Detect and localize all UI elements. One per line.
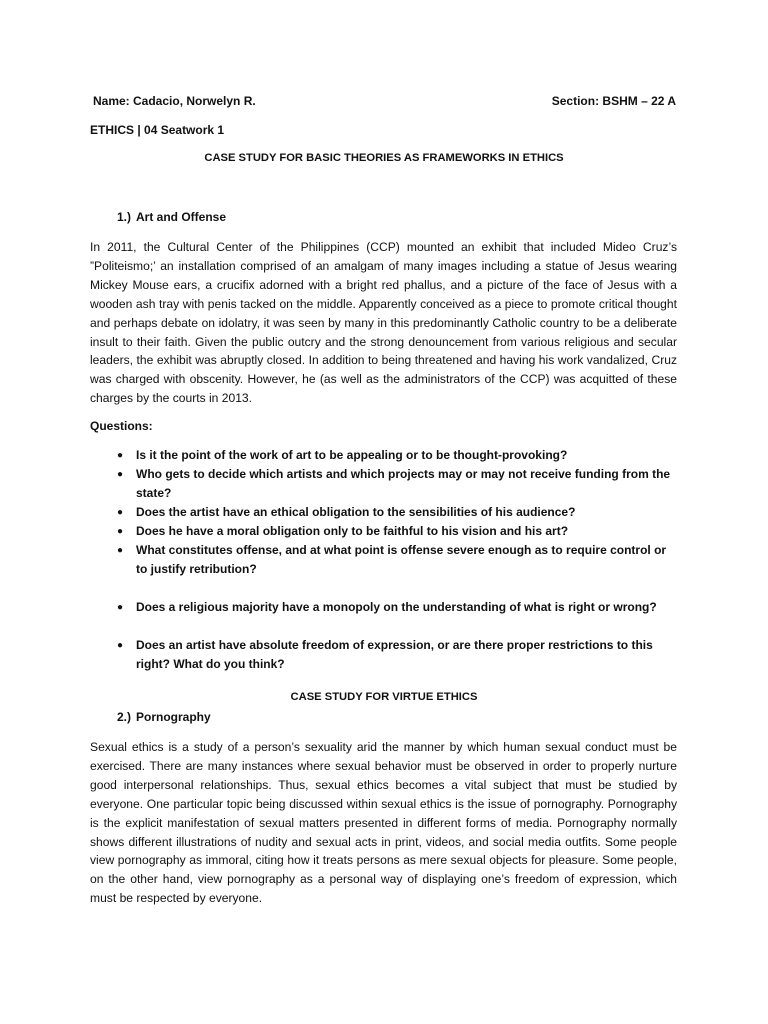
case-1-heading-text: Art and Offense	[136, 210, 227, 224]
question-text: Does he have a moral obligation only to be faithful to his vision and his art?	[136, 524, 569, 538]
bullet-icon: ●	[117, 450, 124, 461]
student-name: Name: Cadacio, Norwelyn R.	[93, 94, 256, 108]
questions-label: Questions:	[90, 419, 153, 433]
course-label: ETHICS | 04 Seatwork 1	[90, 123, 225, 137]
case-2-paragraph: Sexual ethics is a study of a person’s sexuality arid the manner by which human sexual conduct must be exercised. There are many instances where sexual behavior must be observed in order to properly nurture good interpersonal relationships. Thus, sexual ethics becomes a vital subject that must be studied by everyone. One particular topic being discussed within sexual ethics is the issue of pornography. Pornography is the explicit manifestation of sexual matters presented in different forms of media. Pornography normally shows different illustrations of nudity and sexual acts in print, videos, and social media outfits. Some people view pornography as immoral, citing how it treats persons as mere sexual objects for pleasure. Some people, on the other hand, view pornography as a personal way of displaying one’s freedom of expression, which must be respected by everyone.	[90, 740, 677, 906]
question-text: Does an artist have absolute freedom of expression, or are there proper restrictions to this right? What do you think?	[136, 638, 653, 671]
header-row	[93, 94, 676, 108]
case-2-heading-text: Pornography	[136, 710, 211, 724]
case-study-2-title: CASE STUDY FOR VIRTUE ETHICS	[290, 691, 478, 703]
bullet-icon: ●	[117, 602, 124, 613]
case-2-number: 2.)	[117, 710, 132, 724]
question-text: Does a religious majority have a monopoly on the understanding of what is right or wrong?	[136, 600, 657, 614]
case-1-paragraph: In 2011, the Cultural Center of the Philippines (CCP) mounted an exhibit that included Mideo Cruz’s ”Politeismo;’ an installation comprised of an amalgam of many images including a statue of Jesus wearing Mickey Mouse ears, a crucifix adorned with a bright red phallus, and a picture of the face of Jesus with a wooden ash tray with penis tacked on the middle. Apparently conceived as a piece to promote critical thought and perhaps debate on idolatry, it was seen by many in this predominantly Catholic country to be a deliberate insult to their faith. Given the public outcry and the strong denouncement from various religious and secular leaders, the exhibit was abruptly closed. In addition to being threatened and having his work vandalized, Cruz was charged with obscenity. However, he (as well as the administrators of the CCP) was acquitted of these charges by the courts in 2013.	[90, 240, 677, 406]
bullet-icon: ●	[117, 526, 124, 537]
list-item	[90, 465, 678, 503]
question-text: What constitutes offense, and at what point is offense severe enough as to require control or to justify retribution?	[136, 543, 667, 576]
case-1-number: 1.)	[117, 210, 132, 224]
list-item	[90, 636, 678, 674]
question-text: Does the artist have an ethical obligation to the sensibilities of his audience?	[136, 505, 576, 519]
bullet-icon: ●	[117, 640, 124, 651]
question-text: Is it the point of the work of art to be appealing or to be thought-provoking?	[136, 448, 568, 462]
student-section: Section: BSHM – 22 A	[551, 94, 676, 108]
list-item	[90, 541, 678, 579]
bullet-icon: ●	[117, 545, 124, 556]
bullet-icon: ●	[117, 507, 124, 518]
list-item	[90, 598, 678, 617]
list-item	[90, 446, 678, 465]
case-study-1-title: CASE STUDY FOR BASIC THEORIES AS FRAMEWORKS IN ETHICS	[204, 152, 564, 164]
list-item	[90, 503, 678, 522]
case-1-heading	[117, 210, 226, 224]
questions-list	[90, 446, 678, 674]
case-2-heading	[117, 710, 211, 724]
question-text: Who gets to decide which artists and which projects may or may not receive funding from the state?	[136, 467, 671, 500]
bullet-icon: ●	[117, 469, 124, 480]
list-item	[90, 522, 678, 541]
